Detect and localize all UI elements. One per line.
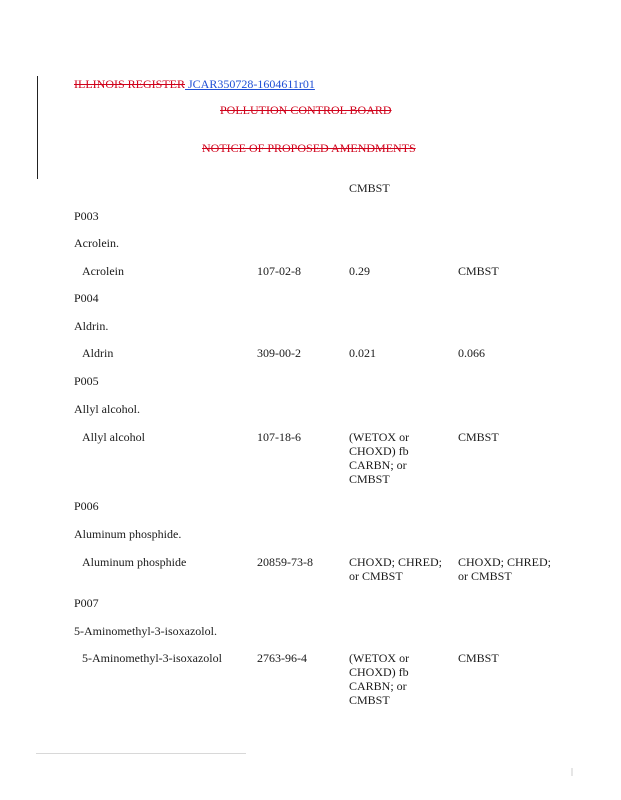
board-name: POLLUTION CONTROL BOARD	[220, 103, 392, 117]
revision-change-bar	[37, 76, 38, 179]
nonwastewater-standard: 0.066	[458, 346, 485, 360]
nonwastewater-standard: CMBST	[458, 430, 499, 444]
notice-title: NOTICE OF PROPOSED AMENDMENTS	[202, 141, 416, 155]
constituent-name: Acrolein	[82, 264, 124, 278]
nonwastewater-standard: CMBST	[458, 651, 499, 665]
waste-code: P004	[74, 291, 99, 305]
wastewater-standard: (WETOX or CHOXD) fb CARBN; or CMBST	[349, 430, 410, 486]
waste-group-name: Aluminum phosphide.	[74, 527, 182, 541]
cas-number: 2763-96-4	[257, 651, 307, 665]
wastewater-standard: (WETOX or CHOXD) fb CARBN; or CMBST	[349, 651, 410, 707]
constituent-name: 5-Aminomethyl-3-isoxazolol	[82, 651, 222, 665]
waste-code: P006	[74, 499, 99, 513]
constituent-name: Aldrin	[82, 346, 114, 360]
footer-divider	[36, 753, 246, 754]
waste-code: P003	[74, 209, 99, 223]
waste-group-name: Aldrin.	[74, 319, 109, 333]
wastewater-standard: CHOXD; CHRED; or CMBST	[349, 555, 443, 583]
waste-code: P005	[74, 374, 99, 388]
waste-group-name: 5-Aminomethyl-3-isoxazolol.	[74, 624, 217, 638]
register-header	[74, 77, 315, 91]
wastewater-standard: 0.021	[349, 346, 376, 360]
nonwastewater-standard: CMBST	[458, 264, 499, 278]
constituent-name: Aluminum phosphide	[82, 555, 187, 569]
waste-group-name: Allyl alcohol.	[74, 402, 140, 416]
wastewater-standard: 0.29	[349, 264, 370, 278]
page-corner-mark	[571, 768, 573, 776]
register-inserted-id: JCAR350728-1604611r01	[188, 77, 315, 91]
nonwastewater-standard: CHOXD; CHRED; or CMBST	[458, 555, 552, 583]
cas-number: 107-02-8	[257, 264, 301, 278]
waste-code: P007	[74, 596, 99, 610]
continuation-value: CMBST	[349, 181, 390, 195]
cas-number: 20859-73-8	[257, 555, 313, 569]
cas-number: 107-18-6	[257, 430, 301, 444]
waste-group-name: Acrolein.	[74, 236, 119, 250]
cas-number: 309-00-2	[257, 346, 301, 360]
register-inserted-text	[185, 77, 315, 91]
register-struck-text: ILLINOIS REGISTER	[74, 77, 185, 91]
constituent-name: Allyl alcohol	[82, 430, 145, 444]
